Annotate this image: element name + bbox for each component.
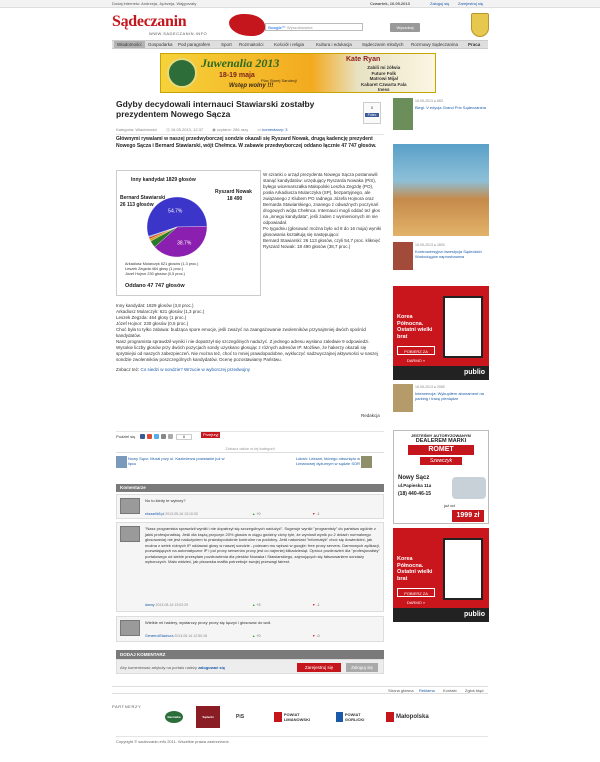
article-date: 16.05.2013, 12:37 xyxy=(170,127,204,132)
news-date: 16-05-2013 ● 2069 xyxy=(415,385,445,389)
avatar xyxy=(120,620,140,636)
related-item[interactable] xyxy=(128,456,228,476)
see-also-label: Zobacz też: xyxy=(116,367,140,372)
paragraph: Ryszard Nowak: 18 490 głosów (38,7 proc.) xyxy=(263,244,351,249)
callout-stawiarski-votes: 26 113 głosów xyxy=(120,202,154,208)
news-date: 16-05-2013 ● 1804 xyxy=(415,243,445,247)
comment-text: No to kiedy te wybory? xyxy=(145,498,186,503)
comment-author[interactable]: GeneerolStachura xyxy=(145,634,174,638)
avatar xyxy=(120,498,140,514)
related-header: Zobacz także w tej kategorii xyxy=(116,446,384,453)
comment-meta xyxy=(145,512,198,516)
romet-ad-line: DEALEREM MARKI xyxy=(415,438,467,444)
search-button[interactable]: Wyszukaj xyxy=(390,23,420,32)
paragraph: Arkadiusz Mularczyk: 621 głosów (1,3 proc.) xyxy=(116,309,205,314)
publio-ad[interactable] xyxy=(393,528,489,622)
comment xyxy=(116,616,384,642)
register-link[interactable]: Zarejestruj się xyxy=(458,1,484,6)
clock-icon: ◷ xyxy=(166,127,170,132)
eye-icon: ◉ xyxy=(212,127,216,132)
comment-meta xyxy=(145,634,207,638)
article-signature: Redakcja xyxy=(361,413,380,418)
romet-ad-line: ul.Papieska 11a xyxy=(398,483,432,488)
comment-date: 2013-05-16 13:10:33 xyxy=(165,512,198,516)
banner-entry: Wstęp wolny !!! xyxy=(229,83,274,89)
site-logo[interactable]: Sądeczanin xyxy=(112,13,187,30)
band-name: Zabili mi żółwia xyxy=(367,65,401,70)
comment-count-link[interactable]: komentarzy: 3 xyxy=(262,127,288,132)
scooter-icon xyxy=(452,477,486,499)
see-also-link[interactable]: Co siedzi w sondzie? Wrzucie w wyborczej przedwojny xyxy=(140,367,250,372)
thumb-up-icon: ▲ xyxy=(252,603,256,607)
paragraph: Józef Hojnor: 230 głosów (0,5 proc.) xyxy=(116,321,189,326)
related-thumb xyxy=(361,456,372,468)
romet-price: 1999 zł xyxy=(452,510,484,522)
nav-item-rozmowy[interactable]: Rozmowy Sądeczanina xyxy=(411,42,459,47)
vote-down-button[interactable]: ▼ -0 xyxy=(312,634,320,638)
band-name: Iness xyxy=(378,87,390,92)
avatar xyxy=(120,526,140,542)
comment-date: 2013-05-16 12:50:18 xyxy=(174,634,207,638)
date-text: Czwartek, 16.05.2013 xyxy=(370,1,410,6)
coat-of-arms-icon xyxy=(336,712,343,722)
romet-ad-line: już od xyxy=(444,503,455,508)
comment-text: "Nasz programista sprawdził wyniki i nie dopatrzył się szczególnych nadużyć". Sugeruje wyniki "programisty" do państwa ogólnie z jakiś profesjonalistą. Jeśli dla krążą przyczyn 20% głosów w ciągu godziny cichy tyle, że wyniosił wynik po 2 dniach normalnego głosowania) nie jest nadużyciem to prawdopodobnie kontrolne na podobny. Jeśli natomiast "informatyk" choć się dowiedzieć, jak można z setek różnych IP oddawać głosy w naszej sondzie - polecam mu wpisać w google: free proxy servers. Darmowych aplikacji, pozwalających na automatyczne IP i pul proxy serwerów proxy jest co najmniej kilkadziesiąt. Oprócz pozdrowień dla "profesjonalisty" portalowego od siebie przesyłam pozdrowienia dla pleskiw Nowaka i Stawiarskiego, zajmujących się fałszowaniem sondaży wyborczych. Mało widzieć, jak pisowska małfia potrzebuje swojej przewagi fairest. xyxy=(145,526,380,564)
nav-item-kultura[interactable]: Kultura i edukacja xyxy=(316,42,352,47)
partner-logo[interactable]: Bacówka xyxy=(165,706,185,728)
sidebar-photo-ad[interactable] xyxy=(393,144,489,236)
facebook-like-button[interactable]: Polec xyxy=(365,113,379,117)
thumb-up-icon: ▲ xyxy=(252,512,256,516)
callout-inny: Inny kandydat 1829 głosów xyxy=(131,177,196,183)
romet-ad-line: Nowy Sącz xyxy=(398,475,430,481)
comments-header: Komentarze xyxy=(116,484,384,492)
legend-line: Leszek Zegzda 464 głosy (1 proc.) xyxy=(125,267,184,271)
footer-link-home[interactable]: Strona główna xyxy=(388,688,414,693)
nav-item-wiadomosci[interactable]: Wiadomości xyxy=(114,41,145,48)
twitter-share-icon[interactable] xyxy=(154,434,159,439)
share-label: Podziel się xyxy=(116,434,136,439)
nav-item-gospodarka[interactable]: Gospodarka xyxy=(148,42,173,47)
thumb-up-icon: ▲ xyxy=(252,634,256,638)
comment-author[interactable]: danny xyxy=(145,603,155,607)
banner-bands xyxy=(361,65,407,93)
banner-place: Plac Starej Sandecji xyxy=(261,78,297,83)
partner-logo[interactable]: Małopolska xyxy=(386,706,446,728)
article-meta xyxy=(116,127,384,135)
related-item[interactable] xyxy=(285,456,360,476)
add-comment-bar xyxy=(116,659,384,674)
nav-item-kosciol[interactable]: Kościół i religia xyxy=(274,42,305,47)
related-link[interactable]: Nowy Sącz: Mural przy ul. Kazimierza powstanie już w lipcu xyxy=(128,456,225,466)
news-title[interactable]: Kontrowersyjna inwestycja Sądeckich Wodociągów naprostowana xyxy=(415,249,482,259)
nav-item-sport[interactable]: Sport xyxy=(221,42,232,47)
vote-up-button[interactable]: ▲ +0 xyxy=(252,634,261,638)
print-icon[interactable] xyxy=(168,434,173,439)
pie-slices xyxy=(147,197,207,257)
footer-link-ads[interactable]: Reklama xyxy=(419,688,435,693)
pie-svg xyxy=(117,171,260,295)
partner-logo[interactable]: POWIAT GORLICKI xyxy=(336,706,376,728)
paragraph: W szranki o urząd prezydenta Nowego Sącza postanowili stanąć kandydatów: urzędujący Ryszarda Nowaka (PiS), byłego wicemarszałka Małopolski Leszka Zegzdę (PO), posła Arkadiusza Mularczyka (SP), bezpartyjnego, ale związanego z Klubem PO radnego Józefa Hojnora oraz Bernarda Stawiarskiego, znanego z odważnych poczynań drogowych wójta Chełmca. Internauci mogli oddać też głos na „innego kandydata”, jeśli żaden z wymienionych im nie odpowiadał. xyxy=(263,172,381,225)
news-date: 16-05-2013 ● 683 xyxy=(415,99,443,103)
band-name: Kabaret Czwarta Fala xyxy=(361,81,407,87)
see-also xyxy=(116,367,384,373)
publio-ad[interactable] xyxy=(393,286,489,380)
comment-meta xyxy=(145,603,188,607)
thumb-down-icon: ▼ xyxy=(312,603,316,607)
publio-logo: publio xyxy=(393,366,489,380)
vote-up-button[interactable]: ▲ +3 xyxy=(252,603,261,607)
thumb-down-icon: ▼ xyxy=(312,512,316,516)
callout-nowak-votes: 18 490 xyxy=(227,196,243,202)
news-title[interactable]: Interwencja: Wykupiłem abonament na parking i tracę pieniądze xyxy=(415,391,484,401)
nav-item-rozmaitosci[interactable]: Rozmaitości xyxy=(239,42,264,47)
news-thumb xyxy=(393,98,413,130)
comment-author[interactable]: ekszarlik5.pl xyxy=(145,512,165,516)
pie-percent-label: 54.7% xyxy=(168,208,183,215)
nav-item-praca[interactable]: Praca xyxy=(468,42,481,47)
romet-ad-line: JESTEŚMY AUTORYZOWANYM xyxy=(411,433,471,438)
add-comment-header: DODAJ KOMENTARZ xyxy=(116,650,384,659)
paragraph: Choć była to tylko zabawa: budząca spore emocje, jeśli zważyć na zaangażowanie zwolenników przynajmniej dwóch spośród kandydatów. xyxy=(116,327,366,338)
coat-of-arms-icon xyxy=(471,13,489,37)
like-count: 0 xyxy=(370,105,374,110)
site-header xyxy=(112,8,488,40)
comment xyxy=(116,494,384,519)
banner-dates: 18-19 maja xyxy=(219,72,255,79)
news-title[interactable]: Biegi. V edycja Grand Prix Sądeczanina xyxy=(415,105,486,110)
footer-link-report[interactable]: Zgłoś błąd xyxy=(465,688,484,693)
register-button[interactable]: Zarejestruj się xyxy=(297,663,341,672)
publio-logo: publio xyxy=(393,608,489,622)
publio-ad-text: Korea Północna. Ostatni wielki brat xyxy=(397,314,433,340)
copyright: Copyright © sadeczanin.info 2011. Wszelkie prawa zastrzeżone. xyxy=(116,736,488,744)
vote-down-button[interactable]: ▼ -1 xyxy=(312,512,320,516)
main-nav xyxy=(112,40,488,49)
partner-logo[interactable]: Sądecki xyxy=(196,706,222,728)
sidebar-news-item[interactable] xyxy=(393,242,489,280)
partner-logo[interactable]: PiS xyxy=(236,714,245,720)
romet-ad-line: (18) 440-46-15 xyxy=(398,491,432,497)
szewczyk-logo: Szewczyk xyxy=(420,457,462,465)
top-bar xyxy=(0,0,600,8)
sidebar-news-item[interactable] xyxy=(393,384,489,424)
malopolska-icon xyxy=(386,712,394,722)
vote-down-button[interactable]: ▼ -1 xyxy=(312,603,320,607)
juwenalia-banner[interactable] xyxy=(160,53,436,93)
callout-stawiarski-name: Bernard Stawiarski xyxy=(120,195,166,201)
footer-nav xyxy=(112,686,488,694)
callout-nowak: Ryszard Nowak xyxy=(215,189,252,195)
paragraph: Nasz programista sprawdził wyniki i nie dopatrzył się szczególnych nadużyć. Z jednego adresu wysłano zaledwie 9 odpowiedzi. Wysokie liczby głosów przy dwóch pozycjach sondy uzyskano głosując z różnych adresów IP. Możliwe, że hakerzy okazali się sprytniejsi od naszych zabezpieczeń. Nie można też, choć to mniej prawdopodobne, wykluczyć nadzwyczajnej aktywności w naszej sondzie zwolenników poszczególnych kandydatów. Ocenę pozostawiamy Państwu. xyxy=(116,339,378,362)
pie-percent-label: 38.7% xyxy=(177,240,192,247)
article-body-text xyxy=(116,303,384,373)
book-cover-icon xyxy=(443,538,483,600)
nav-item-mlodych[interactable]: Sądeczanin młodych xyxy=(362,42,404,47)
publio-download-button[interactable]: POBIERZ ZA DARMO » xyxy=(397,588,435,597)
legend-line: Józef Hojnor 230 głosów (0,5 proc.) xyxy=(125,272,185,276)
comment-icon: ▭ xyxy=(257,127,262,132)
nav-item-pod-paragrafem[interactable]: Pod paragrafem xyxy=(178,42,211,47)
login-prompt: Aby komentować artykuły na portalu należy zalogować się xyxy=(120,665,225,670)
site-logo-sub: WWW.SADECZANIN.INFO xyxy=(149,31,208,36)
poll-pie-chart xyxy=(116,170,261,296)
legend-line: Arkadiusz Mularczyk 621 głosów (1,3 proc.) xyxy=(125,262,199,266)
romet-logo: ROMET xyxy=(408,445,474,455)
chart-total: Oddano 47 747 głosów xyxy=(125,283,185,289)
google-share-icon[interactable] xyxy=(147,434,152,439)
article-right-text xyxy=(263,172,383,250)
facebook-like-box[interactable] xyxy=(363,102,381,124)
band-name: Future Folk xyxy=(371,70,397,76)
comment xyxy=(116,522,384,612)
publio-ad-text: Korea Północna. Ostatni wielki brat xyxy=(397,556,433,582)
article-views: czytane: 286 razy xyxy=(216,127,249,132)
comment-date: 2013-05-16 13:02:29 xyxy=(155,603,189,607)
sidebar-news-item[interactable] xyxy=(393,98,489,142)
book-cover-icon xyxy=(443,296,483,358)
coat-of-arms-icon xyxy=(274,712,282,722)
band-name: Matrowi Mijał xyxy=(369,76,398,81)
login-link[interactable]: Zaloguj się xyxy=(430,1,450,6)
publio-download-button[interactable]: POBIERZ ZA DARMO » xyxy=(397,346,435,355)
partners-label: PARTNERZY xyxy=(112,704,142,709)
news-thumb xyxy=(393,384,413,412)
partner-logo[interactable]: POWIAT LIMANOWSKI xyxy=(274,706,326,728)
login-prompt-link[interactable]: zalogować się xyxy=(198,665,225,670)
comment-text: Wielkie mi hakiery, wystarczy proxy proxy się łączyć i głosować do woli. xyxy=(145,620,272,625)
article-title: Gdyby decydowali internauci Stawiarski zostałby prezydentem Nowego Sącza xyxy=(116,99,315,119)
banner-title: Juwenalia 2013 xyxy=(201,56,280,70)
paragraph: Po tygodniu (głosować można było od 8 do 16 maja) wyniki głosowania kształtują się następująco: xyxy=(263,226,382,237)
login-button[interactable]: Zaloguj się xyxy=(346,663,378,672)
region-map-icon xyxy=(229,14,265,36)
paragraph: Leszek Zegzda: 464 głosy (1 proc.) xyxy=(116,315,187,320)
email-share-icon[interactable] xyxy=(161,434,166,439)
related-thumb xyxy=(116,456,127,468)
related-link[interactable]: Lubań: Leksań, którego odsunięto w Limanowej dyżurnym w sądzie SOR xyxy=(295,456,360,466)
article-category: Kategoria: Wiadomości xyxy=(116,127,158,132)
university-seal-icon xyxy=(167,58,197,88)
banner-headliner: Kate Ryan xyxy=(346,56,381,63)
projekt-button[interactable]: Przejrzyj xyxy=(203,432,219,437)
callout-stawiarski xyxy=(120,195,166,201)
footer-link-contact[interactable]: Kontakt xyxy=(443,688,457,693)
article-lead: Głównymi rywalami w naszej przedwyborczej sondzie okazali się Ryszard Nowak, drugą kadencję prezydent Nowego Sącza i Bernard Stawiarski, wójt Chełmca. W zabawie przedwyborczej oddano łącznie 47 747 głosów. xyxy=(116,136,377,149)
search-input[interactable]: Google™ Wyszukiwarka xyxy=(265,23,363,31)
romet-ad[interactable] xyxy=(393,430,489,524)
share-bar xyxy=(116,431,384,441)
news-thumb xyxy=(393,242,413,270)
paragraph: Bernard Stawiarski: 26 113 głosów, czyli 54,7 proc. kliknięć xyxy=(263,238,381,243)
paragraph: Inny kandydat: 1829 głosów (3,8 proc.) xyxy=(116,303,194,308)
share-counter: 8 xyxy=(176,434,192,440)
vote-up-button[interactable]: ▲ +0 xyxy=(252,512,261,516)
facebook-share-icon[interactable] xyxy=(140,434,145,439)
thumb-down-icon: ▼ xyxy=(312,634,316,638)
nameday-text: Dodaj internetu: Andrzeja, Jędrzeja, Wajgorzaty xyxy=(112,1,197,6)
